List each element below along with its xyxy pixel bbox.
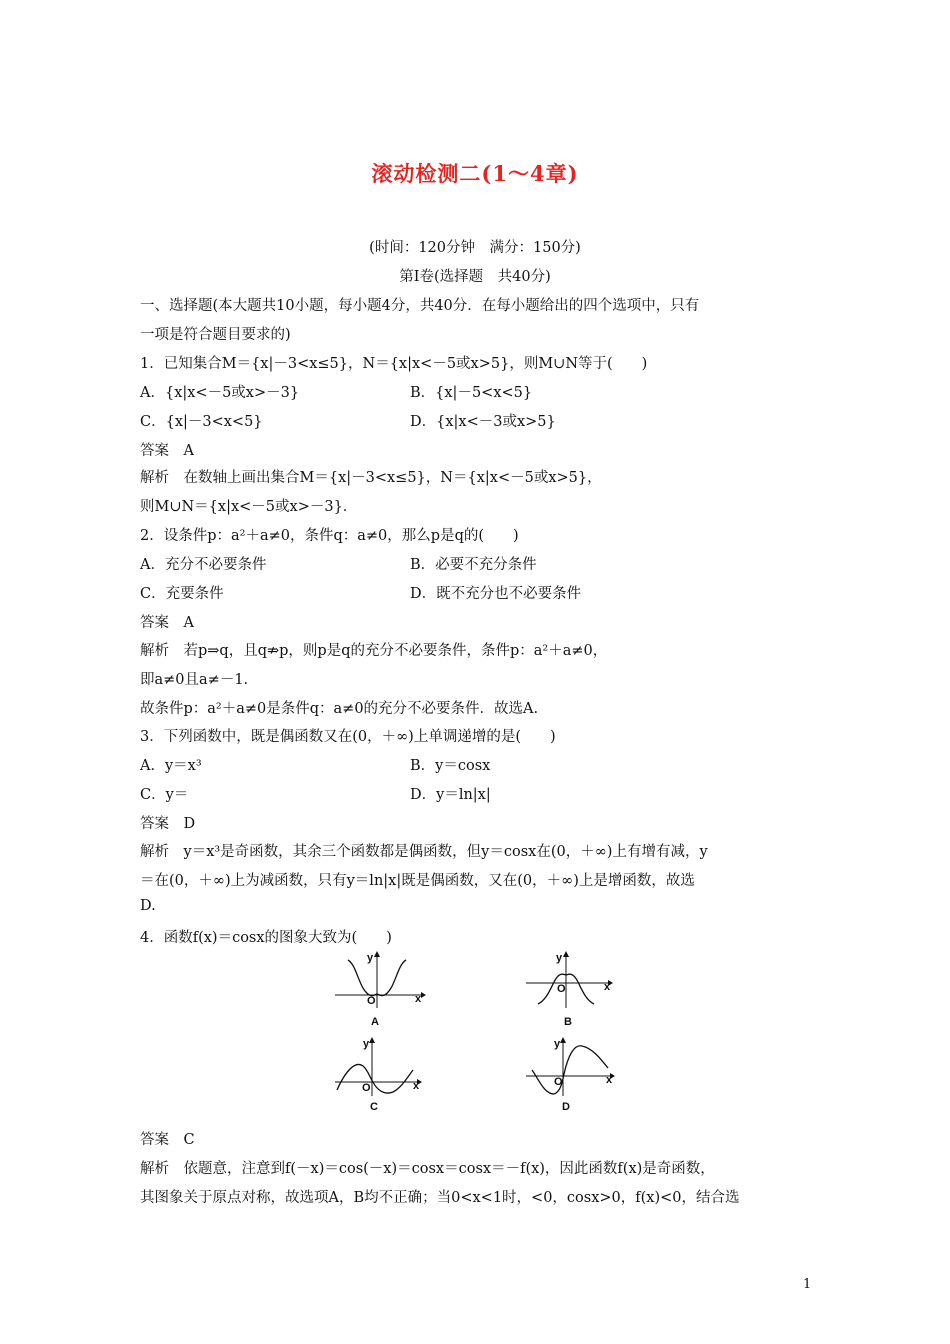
q1-option-c: C．{x|－3<x<5} <box>140 414 263 430</box>
graph-a-plot <box>333 950 428 1010</box>
part-intro-line1: 一、选择题(本大题共10小题，每小题4分，共40分．在每小题给出的四个选项中，只有 <box>140 298 700 314</box>
q4-analysis-2: 其图象关于原点对称，故选项A，B均不正确；当0<x<1时，<0，cosx>0，f(x)<0，结合选 <box>140 1190 740 1206</box>
part-intro-line2: 一项是符合题目要求的) <box>140 327 291 343</box>
q4-stem: 4．函数f(x)＝cosx的图象大致为( ) <box>140 930 392 946</box>
q2-analysis-3: 故条件p：a²＋a≠0是条件q：a≠0的充分不必要条件．故选A. <box>140 701 539 717</box>
q3-analysis-3: D. <box>140 898 156 914</box>
q2-stem: 2．设条件p：a²＋a≠0，条件q：a≠0，那么p是q的( ) <box>140 528 519 544</box>
q1-option-b: B．{x|－5<x<5} <box>410 385 533 401</box>
exam-info: (时间：120分钟 满分：150分) <box>369 240 581 256</box>
graph-b-label: B <box>564 1016 572 1028</box>
graph-c-label: C <box>370 1101 378 1113</box>
q3-option-c: C．y＝ <box>140 787 189 803</box>
graph-b-x-label: x <box>604 981 611 993</box>
q2-option-c: C．充要条件 <box>140 586 224 602</box>
q4-answer: 答案 C <box>140 1132 195 1148</box>
q3-stem: 3．下列函数中，既是偶函数又在(0，＋∞)上单调递增的是( ) <box>140 729 556 745</box>
graph-c-y-label: y <box>363 1038 370 1050</box>
q1-answer: 答案 A <box>140 443 194 459</box>
q1-option-a: A．{x|x<－5或x>－3} <box>140 385 300 401</box>
graph-b-plot <box>524 950 619 1010</box>
graph-d-plot <box>524 1034 619 1099</box>
graph-d-label: D <box>562 1101 570 1113</box>
q2-analysis-2: 即a≠0且a≠－1. <box>140 672 249 688</box>
q3-analysis-1: 解析 y＝x³是奇函数，其余三个函数都是偶函数，但y＝cosx在(0，＋∞)上有增有减，y <box>140 844 708 860</box>
q3-answer: 答案 D <box>140 816 196 832</box>
q3-option-a: A．y＝x³ <box>140 758 202 774</box>
q1-stem: 1．已知集合M＝{x|－3<x≤5}，N＝{x|x<－5或x>5}，则M∪N等于( ) <box>140 356 648 372</box>
graph-a-label: A <box>371 1016 379 1028</box>
q3-option-b: B．y＝cosx <box>410 758 491 774</box>
q2-answer: 答案 A <box>140 615 194 631</box>
q2-option-a: A．充分不必要条件 <box>140 557 267 573</box>
q1-analysis-1: 解析 在数轴上画出集合M＝{x|－3<x≤5}，N＝{x|x<－5或x>5}， <box>140 470 602 486</box>
graph-c <box>333 1034 428 1113</box>
graph-a-y-label: y <box>367 952 374 964</box>
graph-c-origin: O <box>362 1082 371 1094</box>
section-heading: 第Ⅰ卷(选择题 共40分) <box>399 269 551 285</box>
q2-option-b: B．必要不充分条件 <box>410 557 537 573</box>
page-title: 滚动检测二(1～4章) <box>371 161 579 186</box>
graph-d-origin: O <box>554 1076 563 1088</box>
graph-a <box>333 950 428 1028</box>
q3-option-d: D．y＝ln|x| <box>410 787 491 803</box>
graph-d <box>524 1034 619 1113</box>
q3-analysis-2: ＝在(0，＋∞)上为减函数，只有y＝ln|x|既是偶函数，又在(0，＋∞)上是增函数，故选 <box>140 873 695 889</box>
q2-analysis-1: 解析 若p⇒q，且q⇏p，则p是q的充分不必要条件，条件p：a²＋a≠0， <box>140 643 608 659</box>
graph-b-origin: O <box>557 983 566 995</box>
graph-b-y-label: y <box>556 952 563 964</box>
graph-b <box>524 950 619 1028</box>
q2-option-d: D．既不充分也不必要条件 <box>410 586 582 602</box>
q1-analysis-2: 则M∪N＝{x|x<－5或x>－3}． <box>140 499 358 515</box>
page-number: 1 <box>803 1277 812 1292</box>
graph-c-x-label: x <box>413 1080 420 1092</box>
graph-d-x-label: x <box>606 1074 613 1086</box>
graph-d-y-label: y <box>554 1038 561 1050</box>
q4-analysis-1: 解析 依题意，注意到f(－x)＝cos(－x)＝cosx＝cosx＝－f(x)，因此函数f(x)是奇函数， <box>140 1161 715 1177</box>
q1-option-d: D．{x|x<－3或x>5} <box>410 414 556 430</box>
graph-a-origin: O <box>367 995 376 1007</box>
graph-a-x-label: x <box>415 993 422 1005</box>
